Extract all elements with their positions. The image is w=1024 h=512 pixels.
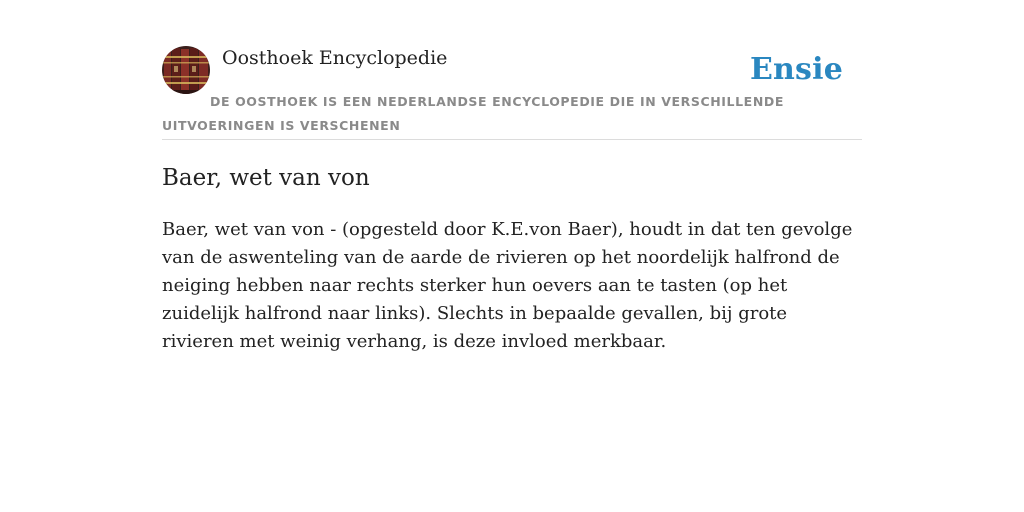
source-description: DE OOSTHOEK IS EEN NEDERLANDSE ENCYCLOPEDIE DIE IN VERSCHILLENDE UITVOERINGEN IS VERSCHENEN	[162, 94, 784, 133]
ensie-logo[interactable]: Ensie	[749, 52, 843, 87]
book-spines-icon[interactable]	[162, 46, 210, 94]
article-title: Baer, wet van von	[162, 165, 370, 191]
source-name[interactable]: Oosthoek Encyclopedie	[222, 47, 448, 69]
source-header	[162, 46, 862, 140]
article-body: Baer, wet van von - (opgesteld door K.E.von Baer), houdt in dat ten gevolge van de aswenteling van de aarde de rivieren op het noordelijk halfrond de neiging hebben naar rechts sterker hun oevers aan te tasten (op het zuidelijk halfrond naar links). Slechts in bepaalde gevallen, bij grote rivieren met weinig verhang, is deze invloed merkbaar.	[162, 219, 853, 352]
